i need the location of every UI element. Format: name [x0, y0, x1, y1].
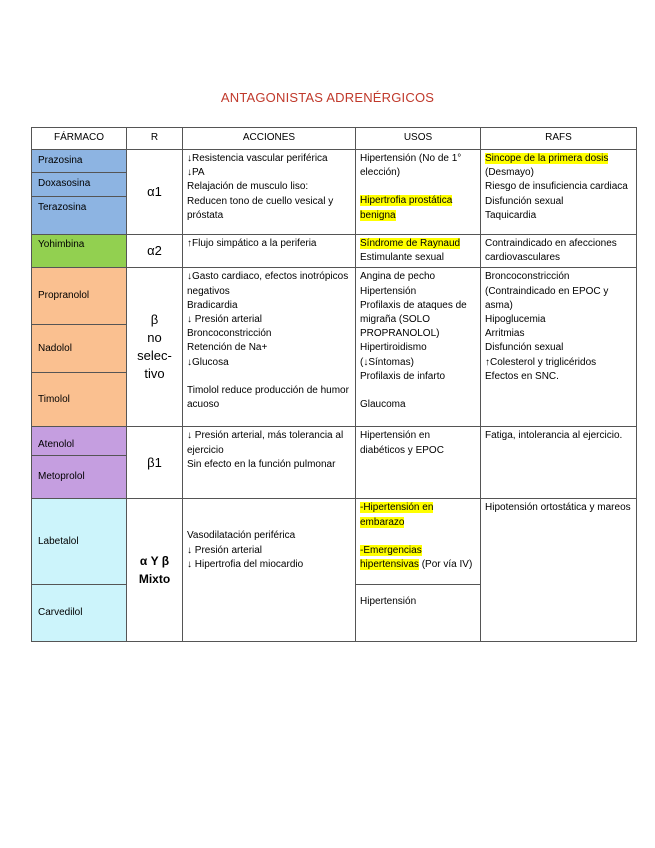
text-line: Hipertensión: [360, 285, 417, 297]
text-line: Relajación de musculo liso:: [187, 181, 309, 193]
highlighted-text: -Hipertensión en embarazo: [360, 502, 434, 528]
receptor-line: Mixto: [138, 572, 171, 587]
text-line: Taquicardia: [485, 209, 537, 221]
table-row: [32, 235, 637, 268]
text-line: Broncoconstricción: [187, 328, 272, 340]
usos-alpha1: [356, 150, 481, 235]
text-line: Vasodilatación periférica: [187, 530, 296, 542]
text-line: (Por vía IV): [421, 559, 473, 571]
receptor-mixto: [127, 499, 183, 642]
acciones-alpha1: [183, 150, 356, 235]
text-line: Contraindicado en afecciones cardiovasculares: [485, 238, 617, 264]
text-line: Hipertiroidismo (↓Síntomas): [360, 342, 427, 368]
acciones-beta: [183, 268, 356, 427]
text-line: Sin efecto en la función pulmonar: [187, 458, 336, 470]
text-line: Bradicardia: [187, 299, 238, 311]
highlighted-text: Hipertrofia prostática benigna: [360, 195, 453, 221]
text-line: Hipertensión (No de 1° elección): [360, 153, 462, 179]
text-line: Timolol reduce producción de humor acuoso: [187, 384, 349, 411]
text-line: Arritmias: [485, 328, 525, 340]
acciones-beta1: [183, 427, 356, 499]
text-line: Broncoconstricción (Contraindicado en EPOC y asma): [485, 271, 609, 311]
drug-atenolol: Atenolol: [32, 427, 127, 456]
drug-labetalol: Labetalol: [32, 499, 127, 585]
table-row: [32, 268, 637, 325]
text-line: ↓PA: [187, 167, 205, 179]
drug-prazosina: Prazosina: [32, 150, 127, 173]
text-line: Disfunción sexual: [485, 342, 564, 354]
drug-carvedilol: Carvedilol: [32, 585, 127, 642]
drug-terazosina: Terazosina: [32, 197, 127, 235]
text-line: Profilaxis de ataques de migraña (SOLO PROPRANOLOL): [360, 299, 467, 340]
text-line: ↓ Hipertrofia del miocardio: [187, 558, 304, 570]
text-line: ↓Glucosa: [187, 356, 229, 368]
acciones-mixto: [183, 499, 356, 642]
usos-labetalol: [356, 499, 481, 585]
header-row: [32, 128, 637, 150]
text-line: (Desmayo): [485, 167, 534, 179]
usos-alpha2: [356, 235, 481, 268]
text-line: Hipertensión en diabéticos y EPOC: [360, 430, 444, 456]
drug-yohimbina: Yohimbina: [32, 235, 127, 268]
text-line: Fatiga, intolerancia al ejercicio.: [485, 430, 623, 442]
rafs-beta1: [481, 427, 637, 499]
text-line: Estimulante sexual: [360, 252, 444, 264]
highlighted-text: Síndrome de Raynaud: [360, 238, 461, 249]
table-row: [32, 427, 637, 456]
receptor-beta1: β1: [127, 427, 183, 499]
table-row: [32, 150, 637, 173]
usos-beta1: [356, 427, 481, 499]
text-line: Reducen tono de cuello vesical y próstata: [187, 195, 334, 221]
receptor-line: tivo: [144, 366, 165, 382]
text-line: Glaucoma: [360, 399, 406, 411]
text-line: Riesgo de insuficiencia cardiaca: [485, 181, 628, 193]
receptor-alpha1: α1: [127, 150, 183, 235]
text-line: ↓Resistencia vascular periférica: [187, 153, 328, 164]
text-line: Disfunción sexual: [485, 195, 564, 207]
highlighted-text: Sincope de la primera dosis: [485, 153, 609, 164]
drug-propranolol: Propranolol: [32, 268, 127, 325]
rafs-alpha1: [481, 150, 637, 235]
header-rafs: RAFS: [481, 128, 637, 150]
text-line: ↑Colesterol y triglicéridos: [485, 356, 597, 368]
text-line: ↓ Presión arterial, más tolerancia al ejercicio: [187, 430, 344, 456]
text-line: Hipotensión ortostática y mareos: [485, 502, 631, 514]
receptor-line: no: [147, 330, 162, 346]
highlighted-text: -Emergencias hipertensivas: [360, 544, 422, 571]
text-line: Hipoglucemia: [485, 314, 546, 326]
header-farmaco: FÁRMACO: [32, 128, 127, 150]
text-line: Efectos en SNC.: [485, 370, 559, 382]
text-line: ↑Flujo simpático a la periferia: [187, 238, 317, 249]
rafs-mixto: [481, 499, 637, 642]
text-line: Retención de Na+: [187, 342, 268, 354]
rafs-alpha2: [481, 235, 637, 268]
acciones-alpha2: [183, 235, 356, 268]
receptor-line: selec-: [137, 348, 172, 364]
drug-timolol: Timolol: [32, 373, 127, 427]
header-acciones: ACCIONES: [183, 128, 356, 150]
text-line: ↓ Presión arterial: [187, 314, 263, 326]
receptor-line: β: [150, 312, 159, 328]
receptor-beta: [127, 268, 183, 427]
rafs-beta: [481, 268, 637, 427]
text-line: ↓Gasto cardiaco, efectos inotrópicos negativos: [187, 271, 349, 297]
text-line: ↓ Presión arterial: [187, 544, 263, 556]
drug-doxasosina: Doxasosina: [32, 173, 127, 197]
drug-metoprolol: Metoprolol: [32, 456, 127, 499]
receptor-alpha2: α2: [127, 235, 183, 268]
drug-nadolol: Nadolol: [32, 325, 127, 373]
text-line: Angina de pecho: [360, 271, 436, 283]
text-line: Profilaxis de infarto: [360, 370, 446, 382]
header-r: R: [127, 128, 183, 150]
page-title: ANTAGONISTAS ADRENÉRGICOS: [220, 90, 435, 105]
table-row: [32, 499, 637, 585]
header-usos: USOS: [356, 128, 481, 150]
usos-carvedilol: [356, 585, 481, 642]
text-line: Hipertensión: [360, 596, 417, 608]
usos-beta: [356, 268, 481, 427]
adrenergic-antagonists-table: [31, 127, 637, 642]
receptor-line: α Y β: [139, 554, 170, 569]
